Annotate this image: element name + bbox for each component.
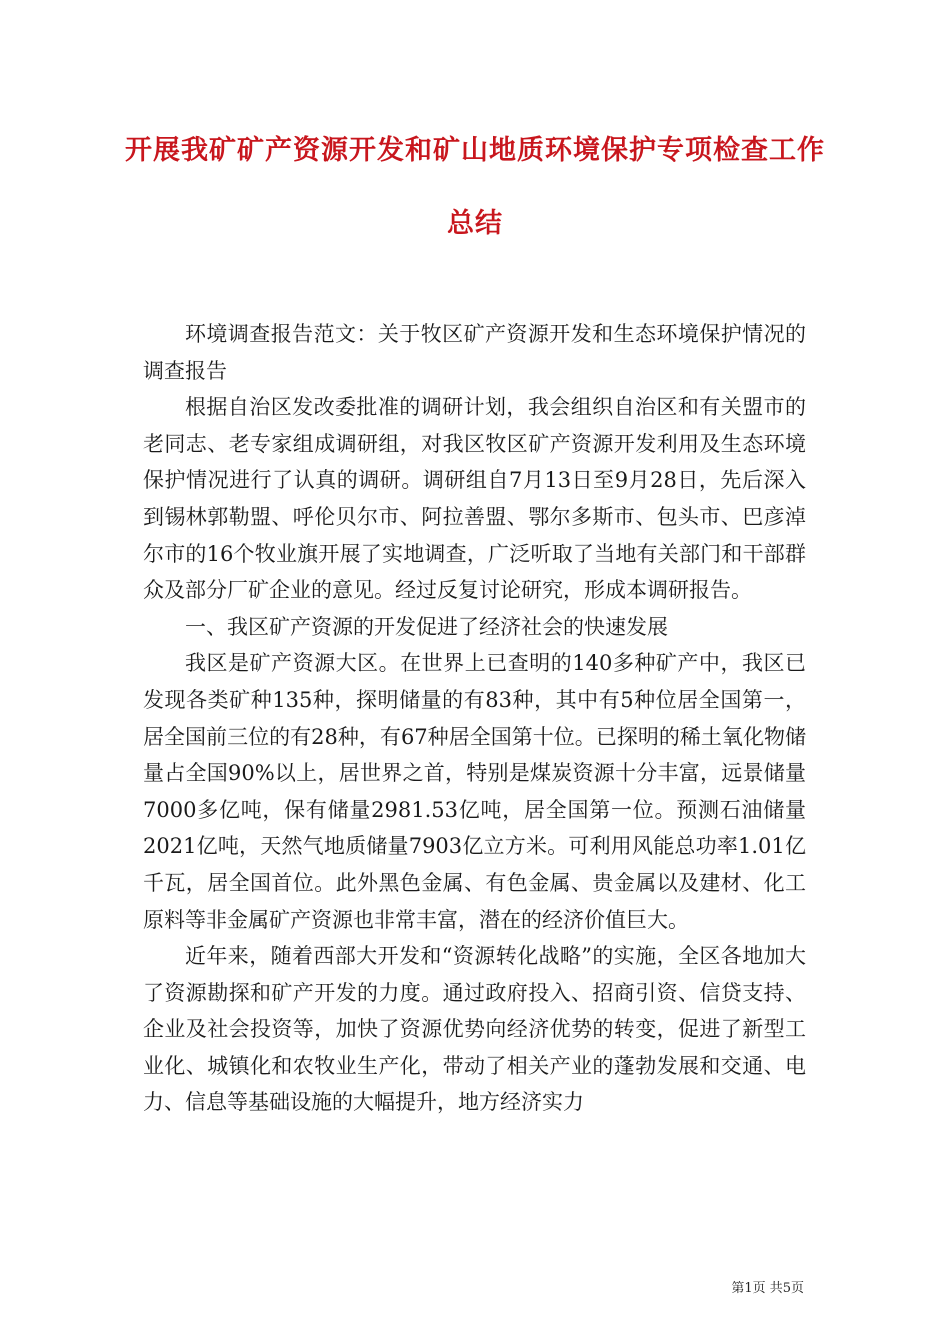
document-body	[143, 316, 806, 1121]
paragraph-background: 根据自治区发改委批准的调研计划，我会组织自治区和有关盟市的老同志、老专家组成调研组，对我区牧区矿产资源开发利用及生态环境保护情况进行了认真的调研。调研组自7月13日至9月28日，先后深入到锡林郭勒盟、呼伦贝尔市、阿拉善盟、鄂尔多斯市、包头市、巴彦淖尔市的16个牧业旗开展了实地调查，广泛听取了当地有关部门和干部群众及部分厂矿企业的意见。经过反复讨论研究，形成本调研报告。	[143, 395, 806, 603]
paragraph-intro: 环境调查报告范文：关于牧区矿产资源开发和生态环境保护情况的调查报告	[143, 322, 806, 383]
document-title-line1: 开展我矿矿产资源开发和矿山地质环境保护专项检查工作	[125, 135, 825, 166]
paragraph-resources: 我区是矿产资源大区。在世界上已查明的140多种矿产中，我区已发现各类矿种135种，探明储量的有83种，其中有5种位居全国第一，居全国前三位的有28种，有67种居全国第十位。已探明的稀土氧化物储量占全国90%以上，居世界之首，特别是煤炭资源十分丰富，远景储量7000多亿吨，保有储量2981.53亿吨，居全国第一位。预测石油储量2021亿吨，天然气地质储量7903亿立方米。可利用风能总功率1.01亿千瓦，居全国首位。此外黑色金属、有色金属、贵金属以及建材、化工原料等非金属矿产资源也非常丰富，潜在的经济价值巨大。	[143, 651, 806, 932]
page-number: 第1页 共5页	[731, 1281, 804, 1296]
document-title-line2: 总结	[447, 208, 503, 239]
paragraph-development: 近年来，随着西部大开发和“资源转化战略”的实施，全区各地加大了资源勘探和矿产开发的力度。通过政府投入、招商引资、信贷支持、企业及社会投资等，加快了资源优势向经济优势的转变，促进了新型工业化、城镇化和农牧业生产化，带动了相关产业的蓬勃发展和交通、电力、信息等基础设施的大幅提升，地方经济实力	[143, 944, 806, 1115]
section-heading: 一、我区矿产资源的开发促进了经济社会的快速发展	[185, 614, 668, 639]
